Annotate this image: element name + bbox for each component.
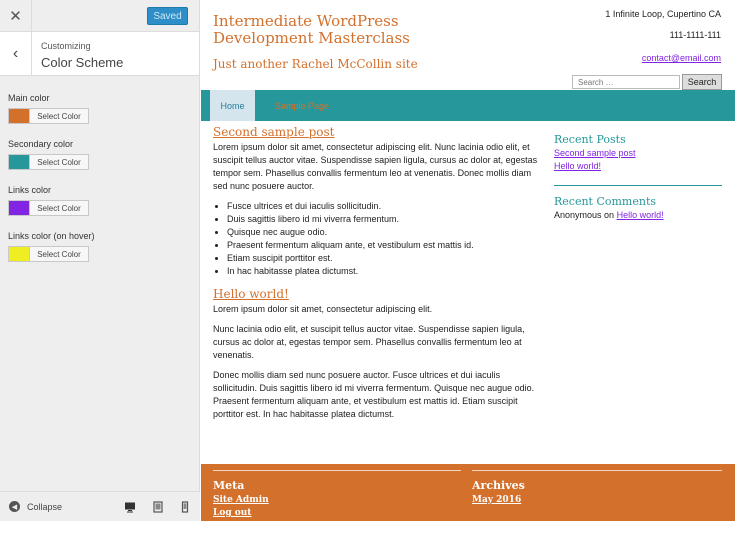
section-title: Color Scheme bbox=[41, 55, 124, 70]
select-color-label: Select Color bbox=[37, 249, 81, 259]
customizer-footer bbox=[0, 491, 200, 521]
footer-archives-widget bbox=[472, 470, 722, 507]
customizer-topbar bbox=[0, 0, 199, 32]
post-paragraph: Donec mollis diam sed nunc posuere auctor. Fusce ultrices et dui iaculis sollicitudin. Duis sagittis libero id mi viverra fermentum. Quisque nec augue odio. Praesent fermentum aliquam ante, et vestibulum est mattis id. Etiam suscipit porttitor est. In hac habitasse platea dictumst. bbox=[213, 370, 535, 419]
recent-post-link[interactable]: Hello world! bbox=[554, 161, 602, 171]
contact-email-link[interactable]: contact@email.com bbox=[641, 53, 721, 63]
post-paragraph: Lorem ipsum dolor sit amet, consectetur adipiscing elit. bbox=[213, 304, 433, 314]
section-subtitle: Customizing bbox=[41, 41, 91, 51]
control-label: Main color bbox=[8, 93, 50, 103]
contact-address: 1 Infinite Loop, Cupertino CA bbox=[605, 9, 721, 19]
secondary-color-control bbox=[8, 139, 89, 170]
footer-link[interactable]: Entries RSS bbox=[213, 521, 273, 531]
recent-comments-title: Recent Comments bbox=[554, 195, 657, 208]
collapse-label: Collapse bbox=[27, 501, 63, 512]
list-item: • In hac habitasse platea dictumst. bbox=[227, 265, 545, 278]
mobile-icon[interactable] bbox=[179, 501, 191, 513]
comment-on-text: on bbox=[604, 210, 615, 220]
chevron-left-icon[interactable]: ‹ bbox=[0, 32, 32, 75]
site-preview bbox=[201, 0, 735, 531]
list-item: • Praesent fermentum aliquam ante, et vestibulum est mattis id. bbox=[227, 239, 545, 252]
search-input[interactable] bbox=[572, 75, 680, 89]
color-swatch bbox=[9, 201, 30, 215]
select-color-label: Select Color bbox=[37, 111, 81, 121]
post-title-link[interactable]: Hello world! bbox=[213, 287, 289, 301]
select-color-label: Select Color bbox=[37, 203, 81, 213]
collapse-icon: ◀ bbox=[9, 501, 20, 512]
post-paragraph: Lorem ipsum dolor sit amet, consectetur adipiscing elit. Nunc lacinia odio elit, et suscipit tellus auctor vitae. Suspendisse sapien ligula, cursus ac dolor at, egestas tempor sem. Phasellus convallis fermentum leo at venenatis. Donec mollis diam sed nunc posuere auctor. bbox=[213, 142, 538, 191]
primary-nav bbox=[201, 90, 735, 121]
post-list bbox=[213, 125, 545, 428]
tablet-icon[interactable] bbox=[152, 501, 164, 513]
list-item: • Quisque nec augue odio. bbox=[227, 226, 545, 239]
footer-archives-title: Archives bbox=[472, 479, 525, 492]
widget-divider bbox=[554, 185, 722, 186]
footer-divider bbox=[472, 470, 722, 471]
footer-link[interactable]: Site Admin bbox=[213, 495, 269, 505]
close-icon[interactable]: ✕ bbox=[0, 0, 32, 31]
main-color-picker-button[interactable] bbox=[8, 108, 89, 124]
widget-area bbox=[554, 133, 722, 222]
post-title-link[interactable]: Second sample post bbox=[213, 125, 335, 139]
color-swatch bbox=[9, 247, 30, 261]
color-swatch bbox=[9, 109, 30, 123]
search-button[interactable]: Search bbox=[682, 74, 722, 90]
recent-posts-title: Recent Posts bbox=[554, 133, 626, 146]
customizer-sidebar bbox=[0, 0, 200, 521]
collapse-button[interactable] bbox=[9, 501, 62, 512]
comment-post-link[interactable]: Hello world! bbox=[616, 210, 664, 220]
footer-meta-title: Meta bbox=[213, 479, 245, 492]
site-tagline: Just another Rachel McCollin site bbox=[213, 57, 418, 71]
site-footer bbox=[201, 464, 735, 531]
control-label: Secondary color bbox=[8, 139, 74, 149]
recent-comment-item bbox=[554, 209, 722, 222]
list-item: • Duis sagittis libero id mi viverra fermentum. bbox=[227, 213, 545, 226]
footer-divider bbox=[213, 470, 461, 471]
desktop-icon[interactable] bbox=[124, 501, 136, 513]
recent-post-link[interactable]: Second sample post bbox=[554, 148, 636, 158]
links-hover-color-picker-button[interactable] bbox=[8, 246, 89, 262]
saved-button[interactable]: Saved bbox=[147, 7, 188, 25]
comment-author: Anonymous bbox=[554, 210, 602, 220]
main-color-control bbox=[8, 93, 89, 124]
post-paragraph: Nunc lacinia odio elit, et suscipit tellus auctor vitae. Suspendisse sapien ligula, cursus ac dolor at, egestas tempor sem. Phasellus convallis fermentum leo at venenatis. bbox=[213, 324, 525, 360]
color-swatch bbox=[9, 155, 30, 169]
select-color-label: Select Color bbox=[37, 157, 81, 167]
footer-link[interactable]: Log out bbox=[213, 508, 252, 518]
links-color-picker-button[interactable] bbox=[8, 200, 89, 216]
control-label: Links color (on hover) bbox=[8, 231, 95, 241]
nav-item-sample-page[interactable]: Sample Page bbox=[275, 100, 330, 111]
footer-meta-widget bbox=[213, 470, 461, 533]
footer-link[interactable]: May 2016 bbox=[472, 495, 522, 505]
post-bullet-list bbox=[213, 200, 545, 278]
control-label: Links color bbox=[8, 185, 52, 195]
site-title[interactable]: Intermediate WordPress Development Masterclass bbox=[213, 12, 410, 47]
links-hover-color-control bbox=[8, 231, 95, 262]
secondary-color-picker-button[interactable] bbox=[8, 154, 89, 170]
section-header bbox=[0, 32, 199, 76]
list-item: • Fusce ultrices et dui iaculis sollicitudin. bbox=[227, 200, 545, 213]
contact-phone: 111-1111-111 bbox=[669, 30, 721, 40]
nav-item-home[interactable]: Home bbox=[210, 90, 255, 121]
list-item: • Etiam suscipit porttitor est. bbox=[227, 252, 545, 265]
links-color-control bbox=[8, 185, 89, 216]
